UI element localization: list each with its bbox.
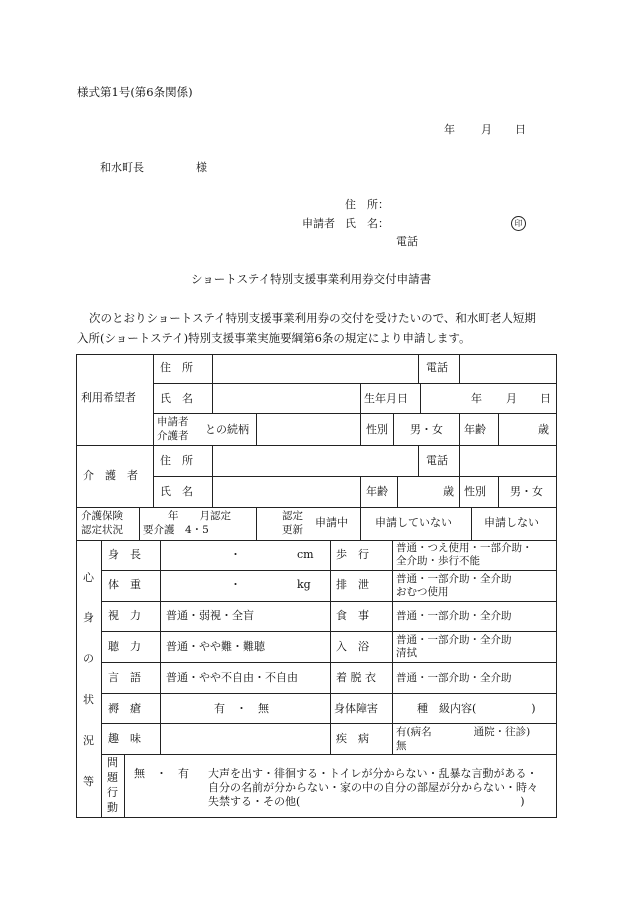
dressing-value[interactable]: 普通・一部介助・全介助 xyxy=(396,672,512,684)
user-birth-month: 月 xyxy=(506,392,517,405)
hearing-value[interactable]: 普通・やや難・難聴 xyxy=(166,640,265,653)
behavior-label-3: 行 xyxy=(107,786,118,799)
vision-value[interactable]: 普通・弱視・全盲 xyxy=(166,609,254,622)
side-label-2: 身 xyxy=(83,611,94,624)
side-label-5: 況 xyxy=(83,734,94,747)
user-birth-day: 日 xyxy=(540,392,551,405)
weight-dot: ・ xyxy=(230,578,241,591)
user-applicant-label: 申請者 xyxy=(157,416,189,428)
side-label-4: 状 xyxy=(83,693,94,706)
behavior-label-2: 題 xyxy=(107,771,118,784)
excretion-value-2[interactable]: おむつ使用 xyxy=(396,586,449,598)
caregiver-age-unit: 歳 xyxy=(443,485,454,498)
user-caregiver-label: 介護者 xyxy=(157,430,189,442)
user-sex-label: 性別 xyxy=(366,423,388,436)
user-sex-options[interactable]: 男・女 xyxy=(410,423,443,436)
behavior-label-1: 問 xyxy=(107,756,118,769)
excretion-value-1[interactable]: 普通・一部介助・全介助 xyxy=(396,573,512,585)
bathing-value-2[interactable]: 清拭 xyxy=(396,647,417,659)
dressing-label: 着 脱 衣 xyxy=(336,671,376,684)
insurance-will-not-apply[interactable]: 申請しない xyxy=(484,516,539,529)
height-unit: cm xyxy=(297,548,314,561)
caregiver-sex-options[interactable]: 男・女 xyxy=(510,485,543,498)
user-name-label: 氏 名 xyxy=(160,392,193,405)
bathing-label: 入 浴 xyxy=(336,640,369,653)
speech-label: 言 語 xyxy=(108,671,141,684)
insurance-date: 年 月認定 xyxy=(168,510,231,522)
bedsore-value[interactable]: 有 ・ 無 xyxy=(214,702,269,715)
height-label: 身 長 xyxy=(108,548,141,561)
bathing-value-1[interactable]: 普通・一部介助・全介助 xyxy=(396,634,512,646)
meals-label: 食 事 xyxy=(336,609,369,622)
insurance-renew-1: 認定 xyxy=(282,510,303,522)
side-label-1: 心 xyxy=(83,571,94,584)
side-label-6: 等 xyxy=(83,775,94,788)
form-number: 様式第1号(第6条関係) xyxy=(77,85,193,99)
behavior-line-3[interactable]: 失禁する・その他( ) xyxy=(208,795,525,808)
behavior-label-4: 動 xyxy=(107,801,118,814)
body-line-1: 次のとおりショートステイ特別支援事業利用券の交付を受けたいので、和水町老人短期 xyxy=(89,311,536,325)
addressee: 和水町長 xyxy=(100,161,144,174)
address-label: 住 所： xyxy=(345,198,389,211)
date-month: 月 xyxy=(481,123,492,136)
disability-label: 身体障害 xyxy=(334,702,378,715)
body-line-2: 入所(ショートステイ)特別支援事業実施要綱第6条の規定により申請します。 xyxy=(77,331,471,345)
insurance-not-applied[interactable]: 申請していない xyxy=(375,516,452,529)
caregiver-phone-label: 電話 xyxy=(426,454,448,467)
user-birthdate-label: 生年月日 xyxy=(364,392,408,405)
vision-label: 視 力 xyxy=(108,609,141,622)
caregiver-sex-label: 性別 xyxy=(464,485,486,498)
date-day: 日 xyxy=(515,123,526,136)
walking-value-1[interactable]: 普通・つえ使用・一部介助・ xyxy=(396,542,533,554)
user-address-field[interactable] xyxy=(214,357,416,381)
behavior-line-2[interactable]: 自分の名前が分からない・家の中の自分の部屋が分からない・時々 xyxy=(208,781,538,794)
walking-value-2[interactable]: 全介助・歩行不能 xyxy=(396,555,480,567)
caregiver-age-label: 年齢 xyxy=(366,485,388,498)
walking-label: 歩 行 xyxy=(336,548,369,561)
behavior-line-1[interactable]: 大声を出す・徘徊する・トイレが分からない・乱暴な言動がある・ xyxy=(208,767,538,780)
applicant-label: 申請者 xyxy=(302,217,335,230)
caregiver-name-label: 氏 名 xyxy=(160,485,193,498)
disability-value[interactable]: 種 級内容( ) xyxy=(417,702,536,715)
side-label-3: の xyxy=(83,652,94,665)
illness-value-1[interactable]: 有(病名 通院・往診) xyxy=(396,726,531,738)
excretion-label: 排 泄 xyxy=(336,578,369,591)
bedsore-label: 褥 瘡 xyxy=(108,702,141,715)
insurance-level[interactable]: 要介護 4・5 xyxy=(143,524,209,536)
meals-value[interactable]: 普通・一部介助・全介助 xyxy=(396,610,512,622)
name-label: 氏 名： xyxy=(345,217,389,230)
phone-label: 電話 xyxy=(396,235,418,248)
insurance-applying[interactable]: 申請中 xyxy=(315,516,348,529)
weight-label: 体 重 xyxy=(108,578,141,591)
hobby-label: 趣 味 xyxy=(108,732,141,745)
behavior-none-yes[interactable]: 無 ・ 有 xyxy=(134,767,189,780)
speech-value[interactable]: 普通・やや不自由・不自由 xyxy=(166,671,298,684)
user-age-label: 年齢 xyxy=(464,423,486,436)
weight-unit: kg xyxy=(297,578,311,591)
illness-label: 疾 病 xyxy=(336,732,369,745)
hearing-label: 聴 力 xyxy=(108,640,141,653)
user-address-label: 住 所 xyxy=(160,361,193,374)
hobby-field[interactable] xyxy=(162,725,328,753)
user-age-unit: 歳 xyxy=(538,423,549,436)
height-dot: ・ xyxy=(230,548,241,561)
user-birth-year: 年 xyxy=(471,392,482,405)
insurance-renew-2: 更新 xyxy=(282,524,303,536)
caregiver-label: 介 護 者 xyxy=(83,469,138,482)
date-year: 年 xyxy=(444,123,455,136)
seal-mark: 印 xyxy=(511,216,526,231)
insurance-label-2: 認定状況 xyxy=(81,524,123,536)
insurance-label-1: 介護保険 xyxy=(81,510,123,522)
addressee-suffix: 様 xyxy=(196,161,207,174)
user-label: 利用希望者 xyxy=(81,391,136,404)
document-title: ショートステイ特別支援事業利用券交付申請書 xyxy=(191,272,432,286)
user-phone-label: 電話 xyxy=(426,361,448,374)
user-relation-label: との続柄 xyxy=(205,423,249,436)
illness-value-2[interactable]: 無 xyxy=(396,740,407,752)
caregiver-address-label: 住 所 xyxy=(160,454,193,467)
